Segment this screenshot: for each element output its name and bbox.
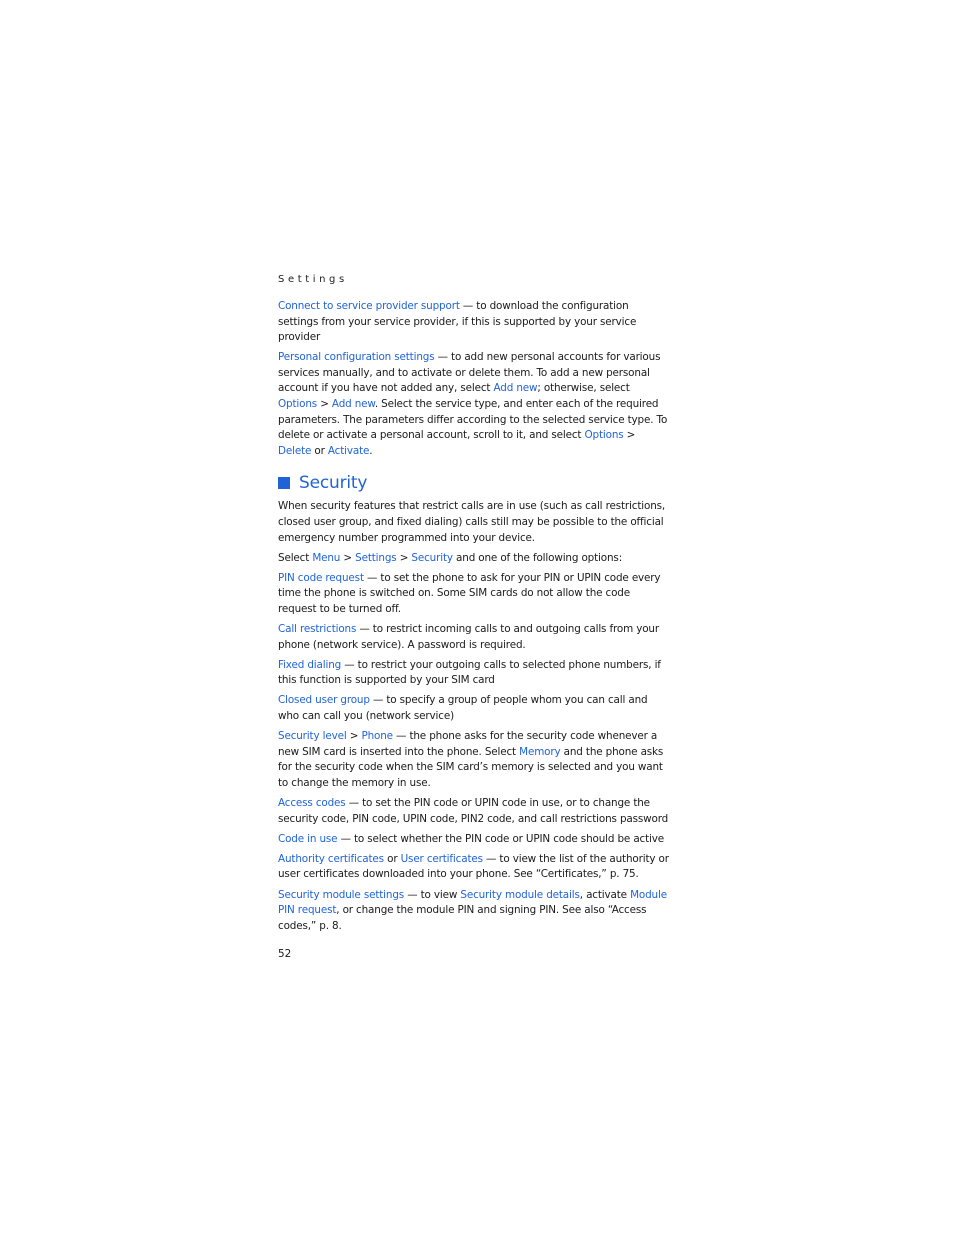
link-add-new-2[interactable]: Add new (331, 398, 375, 411)
text: — to select whether the PIN code or UPIN code should be active (337, 832, 665, 845)
link-personal-configuration-settings[interactable]: Personal configuration settings (278, 351, 435, 364)
section-square-icon (278, 477, 290, 489)
link-phone[interactable]: Phone (361, 730, 393, 743)
paragraph-call-restrictions (278, 622, 670, 653)
text: , activate (579, 888, 631, 901)
text: > (340, 551, 356, 564)
paragraph-closed-user-group (278, 693, 670, 724)
section-heading-security (278, 472, 670, 494)
link-code-in-use[interactable]: Code in use (278, 832, 338, 845)
paragraph-select-path (278, 551, 670, 567)
link-access-codes[interactable]: Access codes (278, 797, 346, 810)
link-options[interactable]: Options (278, 398, 318, 411)
text: — to set the phone to ask for your PIN or UPIN code every time the phone is switched on. Some SIM cards do not allow the code request to be turned off. (278, 571, 661, 615)
page-number: 52 (278, 948, 292, 960)
link-security-level[interactable]: Security level (278, 730, 347, 743)
text: > (317, 398, 332, 411)
text: > (396, 551, 412, 564)
text: — to view the list of the authority or user certificates downloaded into your phone. See “Certificates,” p. 75. (278, 852, 669, 881)
link-user-certificates[interactable]: User certificates (400, 852, 483, 865)
text: , or change the module PIN and signing PIN. See also “Access codes,” p. 8. (278, 904, 647, 932)
text: > (346, 730, 362, 743)
link-connect-to-service-provider-support[interactable]: Connect to service provider support (278, 300, 460, 312)
paragraph-personal-configuration (278, 350, 670, 459)
link-pin-code-request[interactable]: PIN code request (278, 571, 364, 584)
link-security-module-settings[interactable]: Security module settings (278, 888, 405, 901)
text: — to restrict your outgoing calls to selected phone numbers, if this function is supported by your SIM card (278, 658, 661, 687)
section-title: Security (299, 473, 368, 494)
link-options-2[interactable]: Options (584, 429, 624, 442)
link-activate[interactable]: Activate (327, 444, 370, 457)
link-security-module-details[interactable]: Security module details (460, 888, 580, 901)
text: or (311, 444, 328, 457)
paragraph-security-module (278, 888, 670, 935)
link-delete[interactable]: Delete (278, 444, 312, 457)
link-module-pin-request[interactable]: Module PIN request (278, 888, 667, 917)
link-call-restrictions[interactable]: Call restrictions (278, 623, 357, 636)
paragraph-security-intro: When security features that restrict calls are in use (such as call restrictions, closed user group, and fixed dialing) calls still may be possible to the official emergency number programmed into your device. (278, 500, 666, 544)
link-closed-user-group[interactable]: Closed user group (278, 694, 370, 707)
text: — to view (404, 888, 461, 901)
link-security[interactable]: Security (411, 551, 453, 564)
text: or (383, 852, 401, 865)
text: > (623, 429, 636, 442)
text: — to restrict incoming calls to and outgoing calls from your phone (network service). A password is required. (278, 623, 659, 651)
text: Select (278, 551, 313, 564)
page-content (278, 299, 670, 939)
text: ; otherwise, select (537, 382, 630, 395)
paragraph-connect-support (278, 299, 670, 346)
paragraph-security-level (278, 729, 670, 791)
link-authority-certificates[interactable]: Authority certificates (278, 852, 384, 865)
paragraph-access-codes (278, 796, 670, 827)
link-memory[interactable]: Memory (519, 745, 561, 758)
text: — to specify a group of people whom you can call and who can call you (network service) (278, 694, 648, 723)
text: . Select the service type, and enter each of the required parameters. The parameters differ according to the selected service type. To delete or activate a personal account, scroll to it, and select (278, 398, 668, 442)
text: — the phone asks for the security code whenever a new SIM card is inserted into the phone. Select (278, 730, 658, 758)
paragraph-code-in-use (278, 832, 670, 848)
paragraph-pin-code-request (278, 571, 670, 618)
text: . (369, 444, 373, 457)
paragraph-fixed-dialing (278, 658, 670, 689)
link-add-new[interactable]: Add new (493, 382, 538, 395)
running-head: Settings (278, 274, 348, 285)
link-fixed-dialing[interactable]: Fixed dialing (278, 658, 342, 671)
text: — to download the configuration settings from your service provider, if this is supported by your service provider (278, 300, 637, 344)
paragraph-certificates (278, 852, 670, 883)
text: — to add new personal accounts for various services manually, and to activate or delete them. To add a new personal account if you have not added any, select (278, 351, 661, 395)
link-settings[interactable]: Settings (355, 551, 397, 564)
link-menu[interactable]: Menu (312, 551, 341, 564)
text: — to set the PIN code or UPIN code in use, or to change the security code, PIN code, UPIN code, PIN2 code, and call restrictions password (278, 797, 669, 825)
text: and one of the following options: (452, 551, 623, 564)
text: and the phone asks for the security code when the SIM card’s memory is selected and you want to change the memory in use. (278, 745, 664, 789)
